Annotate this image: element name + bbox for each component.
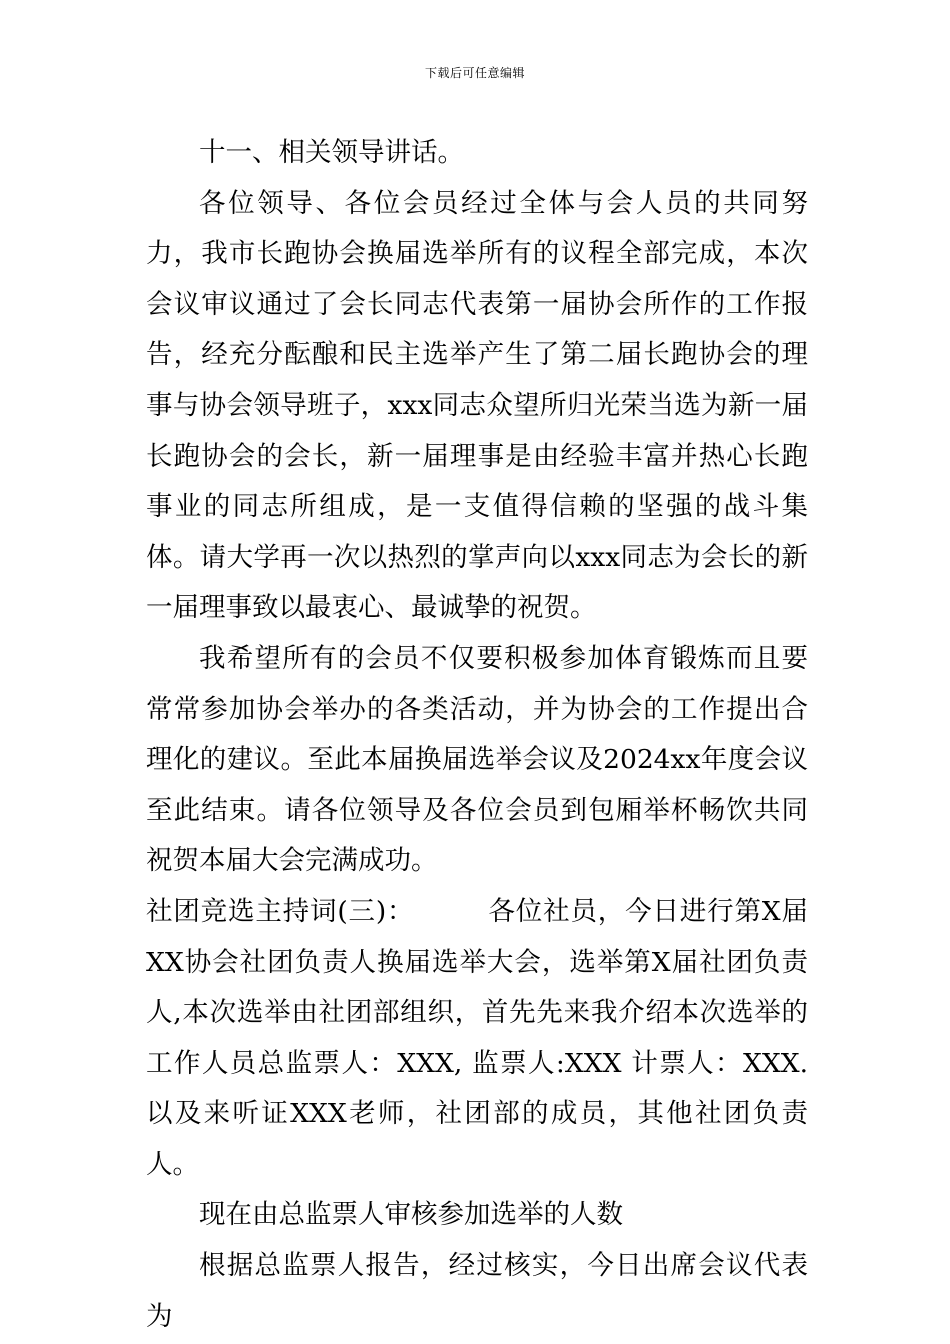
page-header: 下载后可任意编辑 bbox=[424, 66, 525, 80]
document-body bbox=[146, 128, 817, 1342]
paragraph: 现在由总监票人审核参加选举的人数 bbox=[199, 1199, 623, 1231]
paragraph: 社团竞选主持词(三)： 各位社员，今日进行第X届XX协会社团负责人换届选举大会，选举第X届社团负责人,本次选举由社团部组织，首先先来我介绍本次选举的工作人员总监票人：XXX, 监票人:XXX 计票人：XXX. 以及来听证XXX老师，社团部的成员，其他社团负责人。 bbox=[146, 895, 817, 1180]
paragraph: 根据总监票人报告，经过核实，今日出席会议代表为 bbox=[146, 1250, 808, 1332]
paragraph: 各位领导、各位会员经过全体与会人员的共同努力，我市长跑协会换届选举所有的议程全部完成，本次会议审议通过了会长同志代表第一届协会所作的工作报告，经充分酝酿和民主选举产生了第二届长跑协会的理事与协会领导班子，xxx同志众望所归光荣当选为新一届长跑协会的会长，新一届理事是由经验丰富并热心长跑事业的同志所组成，是一支值得信赖的坚强的战斗集体。请大学再一次以热烈的掌声向以xxx同志为会长的新一届理事致以最衷心、最诚挚的祝贺。 bbox=[146, 187, 808, 624]
paragraph-heading: 十一、相关领导讲话。 bbox=[199, 137, 464, 168]
paragraph: 我希望所有的会员不仅要积极参加体育锻炼而且要常常参加协会举办的各类活动，并为协会的工作提出合理化的建议。至此本届换届选举会议及2024xx年度会议至此结束。请各位领导及各位会员到包厢举杯畅饮共同祝贺本届大会完满成功。 bbox=[146, 642, 808, 877]
